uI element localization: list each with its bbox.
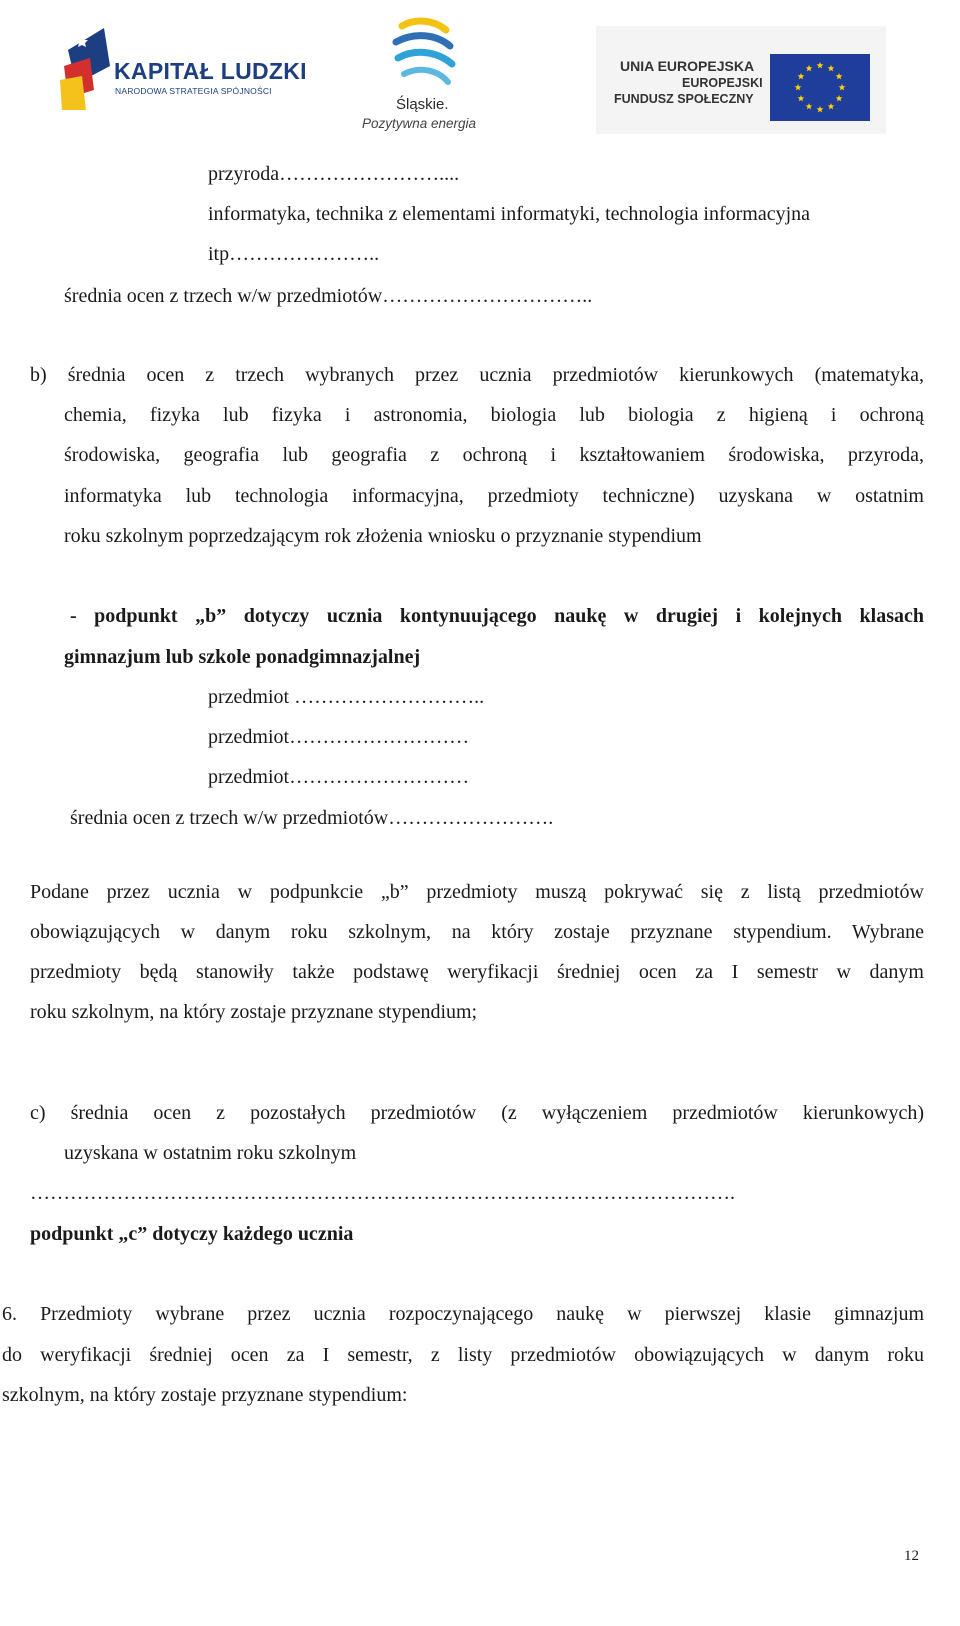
unia-europejska-logo bbox=[596, 26, 886, 134]
slaskie-logo bbox=[360, 16, 490, 138]
section-6-line-2: do weryfikacji średniej ocen za I semestr, z listy przedmiotów obowiązujących w danym roku bbox=[2, 1344, 924, 1366]
point-b-line-5: roku szkolnym poprzedzającym rok złożenia wniosku o przyznanie stypendium bbox=[64, 525, 702, 547]
slaskie-waves-icon bbox=[384, 16, 464, 94]
eu-flag-icon bbox=[770, 54, 870, 121]
subject-line-itp: itp………………….. bbox=[208, 243, 380, 265]
section-6-line-3: szkolnym, na który zostaje przyznane stypendium: bbox=[2, 1384, 408, 1406]
subject-field-1: przedmiot ……………………….. bbox=[208, 686, 485, 708]
section-6-line-1: 6. Przedmioty wybrane przez ucznia rozpoczynającego naukę w pierwszej klasie gimnazjum bbox=[2, 1303, 924, 1325]
point-b-line-4: informatyka lub technologia informacyjna, przedmioty techniczne) uzyskana w ostatnim bbox=[64, 485, 924, 507]
point-b-note-line-2: gimnazjum lub szkole ponadgimnazjalnej bbox=[64, 646, 421, 668]
point-b-line-1: b) średnia ocen z trzech wybranych przez ucznia przedmiotów kierunkowych (matematyka, bbox=[30, 364, 924, 386]
header-logos bbox=[0, 0, 960, 150]
point-c-note: podpunkt „c” dotyczy każdego ucznia bbox=[30, 1223, 354, 1245]
note-line-1: Podane przez ucznia w podpunkcie „b” przedmioty muszą pokrywać się z listą przedmiotów bbox=[30, 881, 924, 903]
subject-field-2: przedmiot……………………… bbox=[208, 726, 470, 748]
average-line-a: średnia ocen z trzech w/w przedmiotów………………………….. bbox=[64, 285, 593, 307]
ue-line-1: UNIA EUROPEJSKA bbox=[620, 58, 755, 74]
subject-line-przyroda: przyroda…………………….... bbox=[208, 163, 460, 185]
kapital-ludzki-subtitle: NARODOWA STRATEGIA SPÓJNOŚCI bbox=[115, 86, 272, 96]
ue-line-2: EUROPEJSKI bbox=[682, 76, 763, 90]
note-line-2: obowiązujących w danym roku szkolnym, na który zostaje przyznane stypendium. Wybrane bbox=[30, 921, 924, 943]
slaskie-tagline: Pozytywna energia bbox=[362, 116, 477, 131]
average-line-b: średnia ocen z trzech w/w przedmiotów……………………. bbox=[70, 807, 554, 829]
subject-field-3: przedmiot……………………… bbox=[208, 766, 470, 788]
page-number: 12 bbox=[904, 1548, 919, 1564]
slaskie-name: Śląskie. bbox=[396, 96, 449, 113]
subject-line-informatyka: informatyka, technika z elementami informatyki, technologia informacyjna bbox=[208, 203, 811, 225]
point-c-line-1: c) średnia ocen z pozostałych przedmiotów (z wyłączeniem przedmiotów kierunkowych) bbox=[30, 1102, 924, 1124]
point-c-dotted-field: ……………………………………………………………………………………………. bbox=[30, 1182, 735, 1204]
point-b-line-3: środowiska, geografia lub geografia z ochroną i kształtowaniem środowiska, przyroda, bbox=[64, 444, 924, 466]
kapital-ludzki-logo bbox=[60, 28, 307, 118]
kapital-ludzki-title: KAPITAŁ LUDZKI bbox=[114, 58, 307, 84]
ue-line-3: FUNDUSZ SPOŁECZNY bbox=[614, 92, 754, 106]
kapital-ludzki-flag-icon bbox=[60, 28, 114, 110]
note-line-4: roku szkolnym, na który zostaje przyznane stypendium; bbox=[30, 1001, 478, 1023]
point-b-note-line-1: - podpunkt „b” dotyczy ucznia kontynuującego naukę w drugiej i kolejnych klasach bbox=[70, 605, 924, 627]
point-c-line-2: uzyskana w ostatnim roku szkolnym bbox=[64, 1142, 357, 1164]
note-line-3: przedmioty będą stanowiły także podstawę weryfikacji średniej ocen za I semestr w danym bbox=[30, 961, 924, 983]
point-b-line-2: chemia, fizyka lub fizyka i astronomia, biologia lub biologia z higieną i ochroną bbox=[64, 404, 924, 426]
